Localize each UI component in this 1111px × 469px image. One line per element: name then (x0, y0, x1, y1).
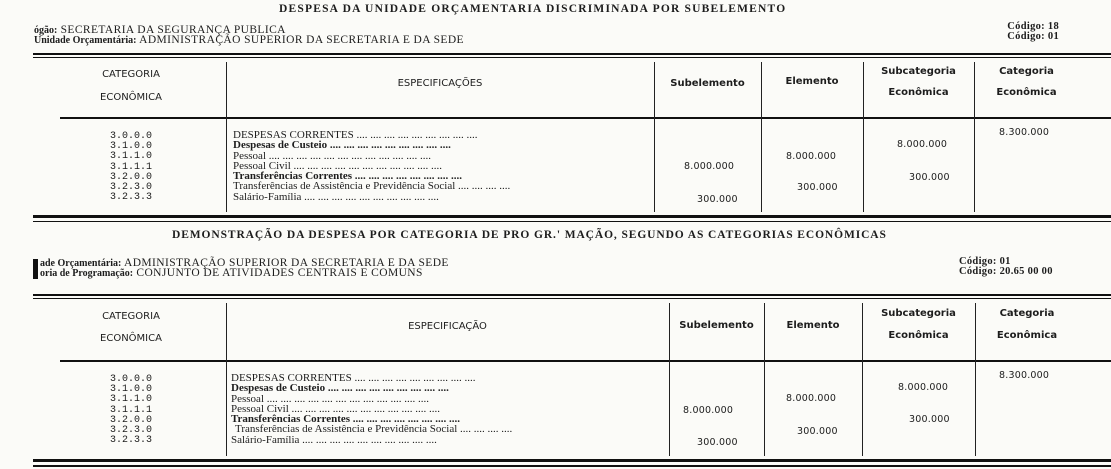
table1-top-rule (33, 53, 1111, 55)
table1-header-subcategoria-2: Econômica (888, 87, 949, 98)
table-row-code: 3.1.1.1 (109, 161, 152, 173)
table2-header-categoria-econ-2: Econômica (996, 330, 1058, 341)
table2-header-subelemento: Subelemento (679, 320, 754, 331)
table-row-spec: DESPESAS CORRENTES .... .... .... .... .... .... .... .... .... (233, 130, 478, 141)
orgao-value: SECRETARIA DA SEGURANÇA PUBLICA (60, 24, 286, 36)
table-row-code: 3.0.0.0 (109, 374, 152, 385)
table1-header-subcategoria: Subcategoria (881, 66, 956, 77)
table1-header-categoria: CATEGORIA (102, 69, 160, 80)
table-row-spec: Pessoal .... .... .... .... .... .... .... .... .... .... .... .... (233, 149, 431, 162)
table-row-spec: Despesas de Custeio .... .... .... .... .... .... .... .... .... (233, 139, 451, 152)
table-row-code: 3.1.1.1 (109, 404, 152, 416)
unidade-value: ADMINISTRAÇÃO SUPERIOR DA SECRETARIA E DA SEDE (124, 257, 449, 269)
table-row-spec: Salário-Família .... .... .... .... .... .... .... .... .... .... (233, 190, 439, 203)
section2-programacao-line (40, 268, 423, 279)
table-row-code: 3.2.3.3 (109, 192, 152, 204)
table-row-code: 3.2.3.0 (109, 425, 152, 437)
table2-subcategoria-value: 8.000.000 (898, 382, 949, 393)
table-row-code: 3.2.3.0 (109, 182, 152, 194)
table1-elemento-value: 8.000.000 (786, 151, 837, 162)
unidade-label: ade Orçamentária: (40, 258, 122, 269)
table1-categoria-value: 8.300.000 (999, 127, 1050, 138)
table2-subelemento-value: 8.000.000 (683, 405, 734, 416)
table2-bottom-rule (33, 459, 1111, 462)
table2-top-rule-thin (33, 298, 1111, 299)
section1-code-unidade: Código: 01 (1007, 31, 1059, 42)
table1-bottom-rule-thin (33, 221, 1111, 222)
table1-subelemento-value: 8.000.000 (684, 161, 735, 172)
table-row-spec: Pessoal .... .... .... .... .... .... .... .... .... .... .... .... (231, 392, 429, 405)
section1-title: DESPESA DA UNIDADE ORÇAMENTARIA DISCRIMINADA POR SUBELEMENTO (279, 3, 787, 15)
table-row-code: 3.2.3.3 (109, 435, 152, 447)
table2-header-rule (60, 360, 1111, 362)
table-row-code: 3.1.1.0 (109, 394, 152, 406)
table-row-code: 3.2.0.0 (109, 171, 152, 183)
table-row-spec: DESPESAS CORRENTES .... .... .... .... .... .... .... .... .... (231, 373, 476, 384)
table1-header-especificacoes: ESPECIFICAÇÕES (397, 78, 483, 89)
table2-subcategoria-value: 300.000 (909, 414, 950, 425)
table2-subelemento-value: 300.000 (697, 437, 738, 448)
table1-subcategoria-value: 300.000 (909, 172, 950, 183)
table2-specs (231, 373, 665, 445)
table1-header-subelemento: Subelemento (670, 78, 745, 89)
section1-unidade-line (34, 35, 464, 46)
table1-subelemento-value: 300.000 (697, 194, 738, 205)
table-row-spec: Despesas de Custeio .... .... .... .... .... .... .... .... .... (231, 382, 449, 395)
table1-subcategoria-value: 8.000.000 (897, 139, 948, 150)
table-row-spec: Pessoal Civil .... .... .... .... .... .... .... .... .... .... .... (233, 159, 443, 172)
table2-header-especificacao: ESPECIFICAÇÃO (408, 321, 487, 332)
orgao-label: ógão: (34, 25, 58, 36)
table2-header-elemento: Elemento (786, 320, 840, 331)
section2-title: DEMONSTRAÇÃO DA DESPESA POR CATEGORIA DE PRO GR.' MAÇÃO, SEGUNDO AS CATEGORIAS ECONÔMICAS (172, 229, 887, 241)
table-row-spec: Transferências de Assistência e Previdência Social .... .... .... .... (233, 180, 511, 193)
table-row-spec: Salário-Família .... .... .... .... .... .... .... .... .... .... (231, 433, 437, 446)
table1-codes (36, 132, 226, 203)
section2-code-unidade: Código: 01 (959, 256, 1011, 267)
section2-code-programacao: Código: 20.65 00 00 (959, 266, 1053, 277)
table1-elemento-value: 300.000 (797, 182, 838, 193)
table2-elemento-value: 8.000.000 (786, 393, 837, 404)
programacao-label: oria de Programação: (40, 268, 134, 279)
table1-specs (233, 130, 651, 202)
unidade-value: ADMINISTRAÇÃO SUPERIOR DA SECRETARIA E DA SEDE (139, 34, 464, 46)
unidade-label: Unidade Orçamentária: (34, 35, 137, 46)
table2-bottom-rule-thin (33, 465, 1111, 467)
table-row-spec: Transferências Correntes .... .... .... .... .... .... .... .... (231, 413, 461, 426)
table1-header-categoria-econ: Categoria (999, 66, 1054, 77)
programacao-value: CONJUNTO DE ATIVIDADES CENTRAIS E COMUNS (136, 267, 423, 279)
table1-header-rule (60, 117, 1111, 119)
table-row-spec: Pessoal Civil .... .... .... .... .... .... .... .... .... .... .... (231, 402, 441, 415)
table2-header-subcategoria: Subcategoria (881, 308, 956, 319)
table-row-code: 3.1.1.0 (109, 151, 152, 163)
table2-header-categoria-econ: Categoria (999, 308, 1055, 319)
table1-header-categoria-2: ECONÔMICA (100, 92, 162, 103)
table2-header-subcategoria-2: Econômica (888, 330, 949, 341)
section2-margin-mark (33, 259, 38, 279)
table1-bottom-rule (33, 215, 1111, 218)
table1-header-elemento: Elemento (785, 76, 839, 87)
table-row-code: 3.1.0.0 (109, 141, 152, 153)
section1-code-orgao: Código: 18 (1007, 21, 1059, 32)
table2-header-categoria: CATEGORIA (102, 311, 160, 322)
table-row-code: 3.0.0.0 (109, 131, 152, 142)
table2-elemento-value: 300.000 (797, 426, 838, 437)
table1-top-rule-thin (33, 57, 1111, 58)
table1-header-categoria-econ-2: Econômica (996, 87, 1057, 98)
table2-top-rule (33, 294, 1111, 296)
table-row-spec: Transferências de Assistência e Previdência Social .... .... .... .... (235, 423, 513, 436)
table2-header-categoria-2: ECONÔMICA (100, 333, 162, 344)
table2-categoria-value: 8.300.000 (999, 370, 1050, 381)
table2-codes (36, 375, 226, 446)
table-row-spec: Transferências Correntes .... .... .... .... .... .... .... .... (233, 170, 463, 183)
table-row-code: 3.2.0.0 (109, 414, 152, 426)
table-row-code: 3.1.0.0 (109, 384, 152, 396)
